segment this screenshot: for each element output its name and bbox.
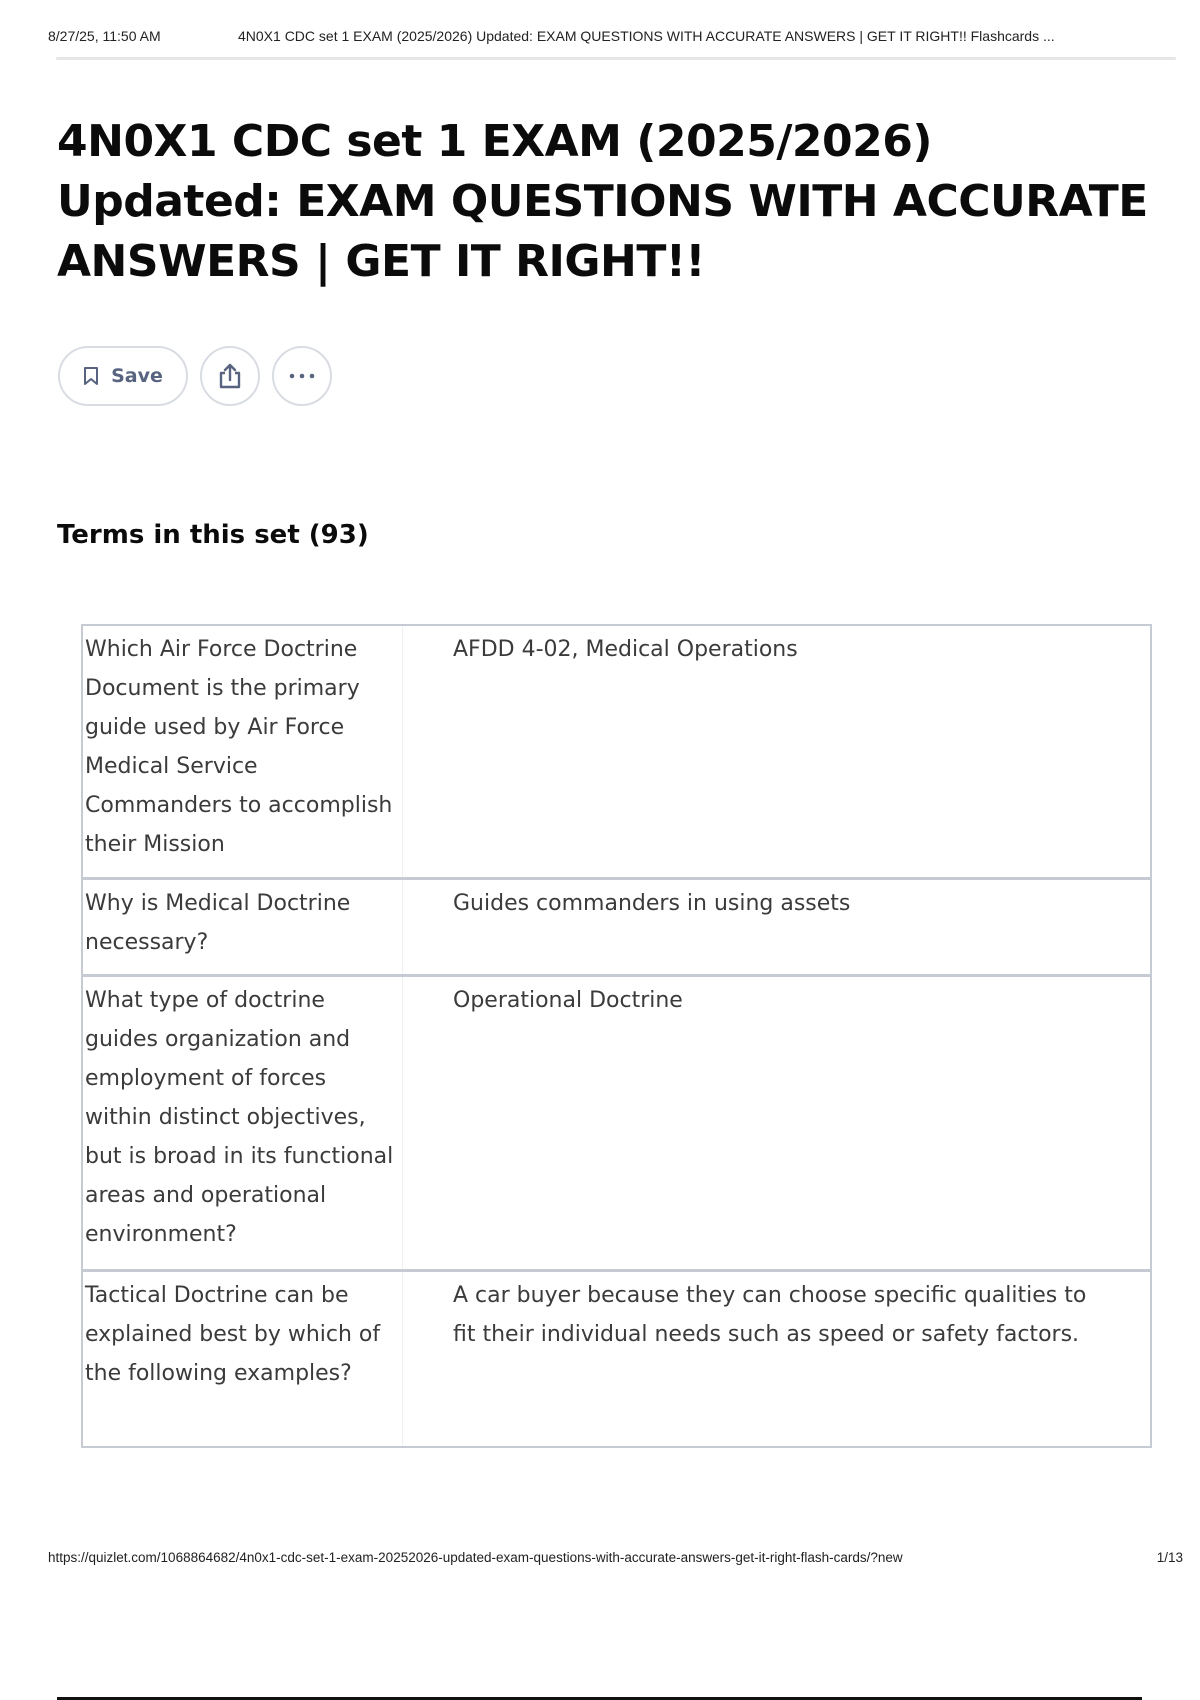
term-row bbox=[83, 880, 1150, 977]
share-button[interactable] bbox=[200, 346, 260, 406]
header-divider bbox=[56, 57, 1176, 60]
print-date: 8/27/25, 11:50 AM bbox=[48, 28, 161, 44]
bookmark-icon bbox=[83, 366, 99, 386]
save-label: Save bbox=[111, 365, 163, 387]
terms-table bbox=[81, 624, 1152, 1448]
definition-text: AFDD 4-02, Medical Operations bbox=[453, 637, 798, 662]
action-bar bbox=[58, 346, 332, 406]
term-row bbox=[83, 626, 1150, 880]
more-horizontal-icon bbox=[289, 373, 315, 379]
page-url: https://quizlet.com/1068864682/4n0x1-cdc-set-1-exam-20252026-updated-exam-questions-with-accurate-answers-get-it-right-flash-cards/?new bbox=[48, 1550, 903, 1565]
save-button[interactable] bbox=[58, 346, 188, 406]
definition-text: Operational Doctrine bbox=[453, 988, 683, 1013]
share-icon bbox=[217, 362, 243, 390]
terms-heading: Terms in this set (93) bbox=[57, 520, 369, 550]
page-number: 1/13 bbox=[1156, 1550, 1183, 1565]
term-text: What type of doctrine guides organization and employment of forces within distinct objectives, but is broad in its functional areas and operational environment? bbox=[83, 977, 403, 1269]
term-text: Why is Medical Doctrine necessary? bbox=[83, 880, 403, 974]
term-text: Tactical Doctrine can be explained best by which of the following examples? bbox=[83, 1272, 403, 1446]
term-text: Which Air Force Doctrine Document is the primary guide used by Air Force Medical Service Commanders to accomplish their Mission bbox=[83, 626, 403, 877]
more-options-button[interactable] bbox=[272, 346, 332, 406]
term-row bbox=[83, 1272, 1150, 1446]
page-title: 4N0X1 CDC set 1 EXAM (2025/2026) Updated: EXAM QUESTIONS WITH ACCURATE ANSWERS | GET IT RIGHT!! bbox=[57, 116, 1148, 287]
print-document-title: 4N0X1 CDC set 1 EXAM (2025/2026) Updated: EXAM QUESTIONS WITH ACCURATE ANSWERS | GET IT RIGHT!! Flashcards ... bbox=[238, 28, 1055, 44]
definition-text: A car buyer because they can choose specific qualities to fit their individual needs such as speed or safety factors. bbox=[453, 1283, 1087, 1347]
print-footer bbox=[48, 1550, 1183, 1570]
definition-text: Guides commanders in using assets bbox=[453, 891, 851, 916]
print-header bbox=[48, 28, 1178, 48]
term-row bbox=[83, 977, 1150, 1272]
